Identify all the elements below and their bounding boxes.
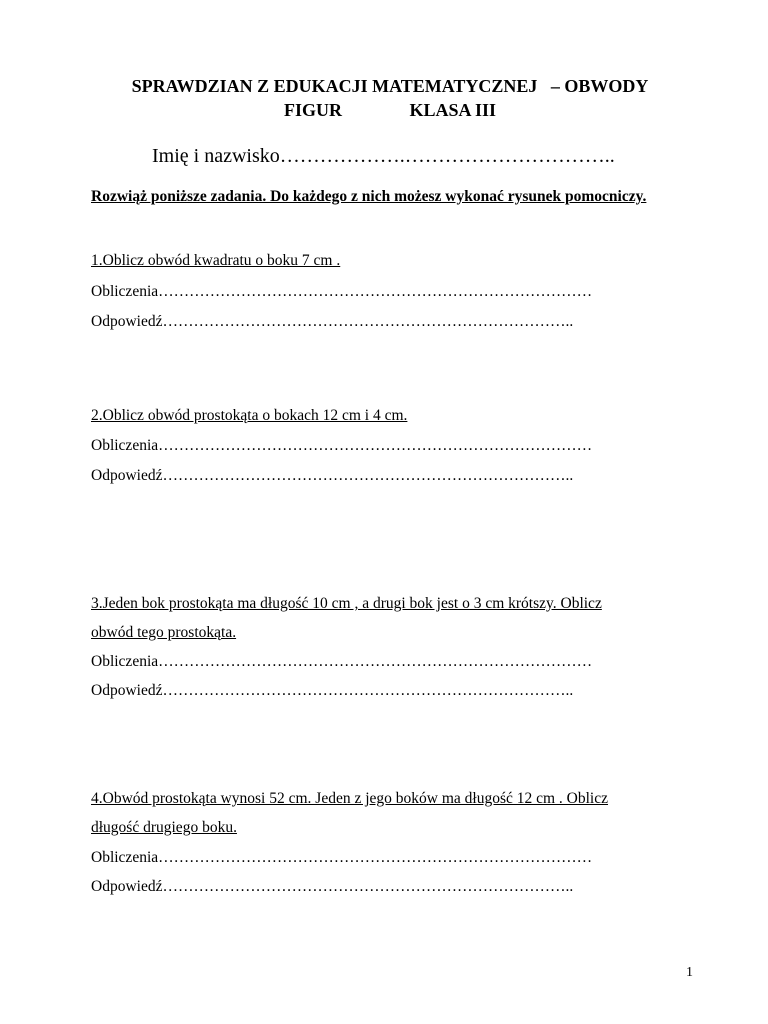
instructions: Rozwiąż poniższe zadania. Do każdego z nich możesz wykonać rysunek pomocniczy. [91, 188, 647, 205]
task-3-calculations-line: Obliczenia………………………………………………………………………… [91, 653, 593, 670]
task-4-answer-line: Odpowiedź…………………………………………………………………….. [91, 878, 574, 895]
task-2-answer-line: Odpowiedź…………………………………………………………………….. [91, 467, 574, 484]
task-3-question-line-1: 3.Jeden bok prostokąta ma długość 10 cm , a drugi bok jest o 3 cm krótszy. Oblicz [91, 595, 602, 612]
task-4-question-line-1: 4.Obwód prostokąta wynosi 52 cm. Jeden z jego boków ma długość 12 cm . Oblicz [91, 790, 609, 807]
page-number: 1 [686, 965, 693, 980]
task-3-answer-line: Odpowiedź…………………………………………………………………….. [91, 682, 574, 699]
task-3-question-line-2: obwód tego prostokąta. [91, 624, 237, 641]
test-title-line-2: FIGUR KLASA III [283, 100, 497, 120]
task-1-answer-line: Odpowiedź…………………………………………………………………….. [91, 313, 574, 330]
task-1-calculations-line: Obliczenia………………………………………………………………………… [91, 283, 593, 300]
task-4-question-line-2: długość drugiego boku. [91, 819, 237, 836]
task-2-calculations-line: Obliczenia………………………………………………………………………… [91, 437, 593, 454]
test-title-line-1: SPRAWDZIAN Z EDUKACJI MATEMATYCZNEJ – OBWODY [131, 76, 649, 96]
student-name-field: Imię i nazwisko……………….………………………….. [152, 145, 615, 167]
task-4-calculations-line: Obliczenia………………………………………………………………………… [91, 849, 593, 866]
task-1-question: 1.Oblicz obwód kwadratu o boku 7 cm . [91, 252, 341, 269]
task-2-question: 2.Oblicz obwód prostokąta o bokach 12 cm i 4 cm. [91, 407, 408, 424]
